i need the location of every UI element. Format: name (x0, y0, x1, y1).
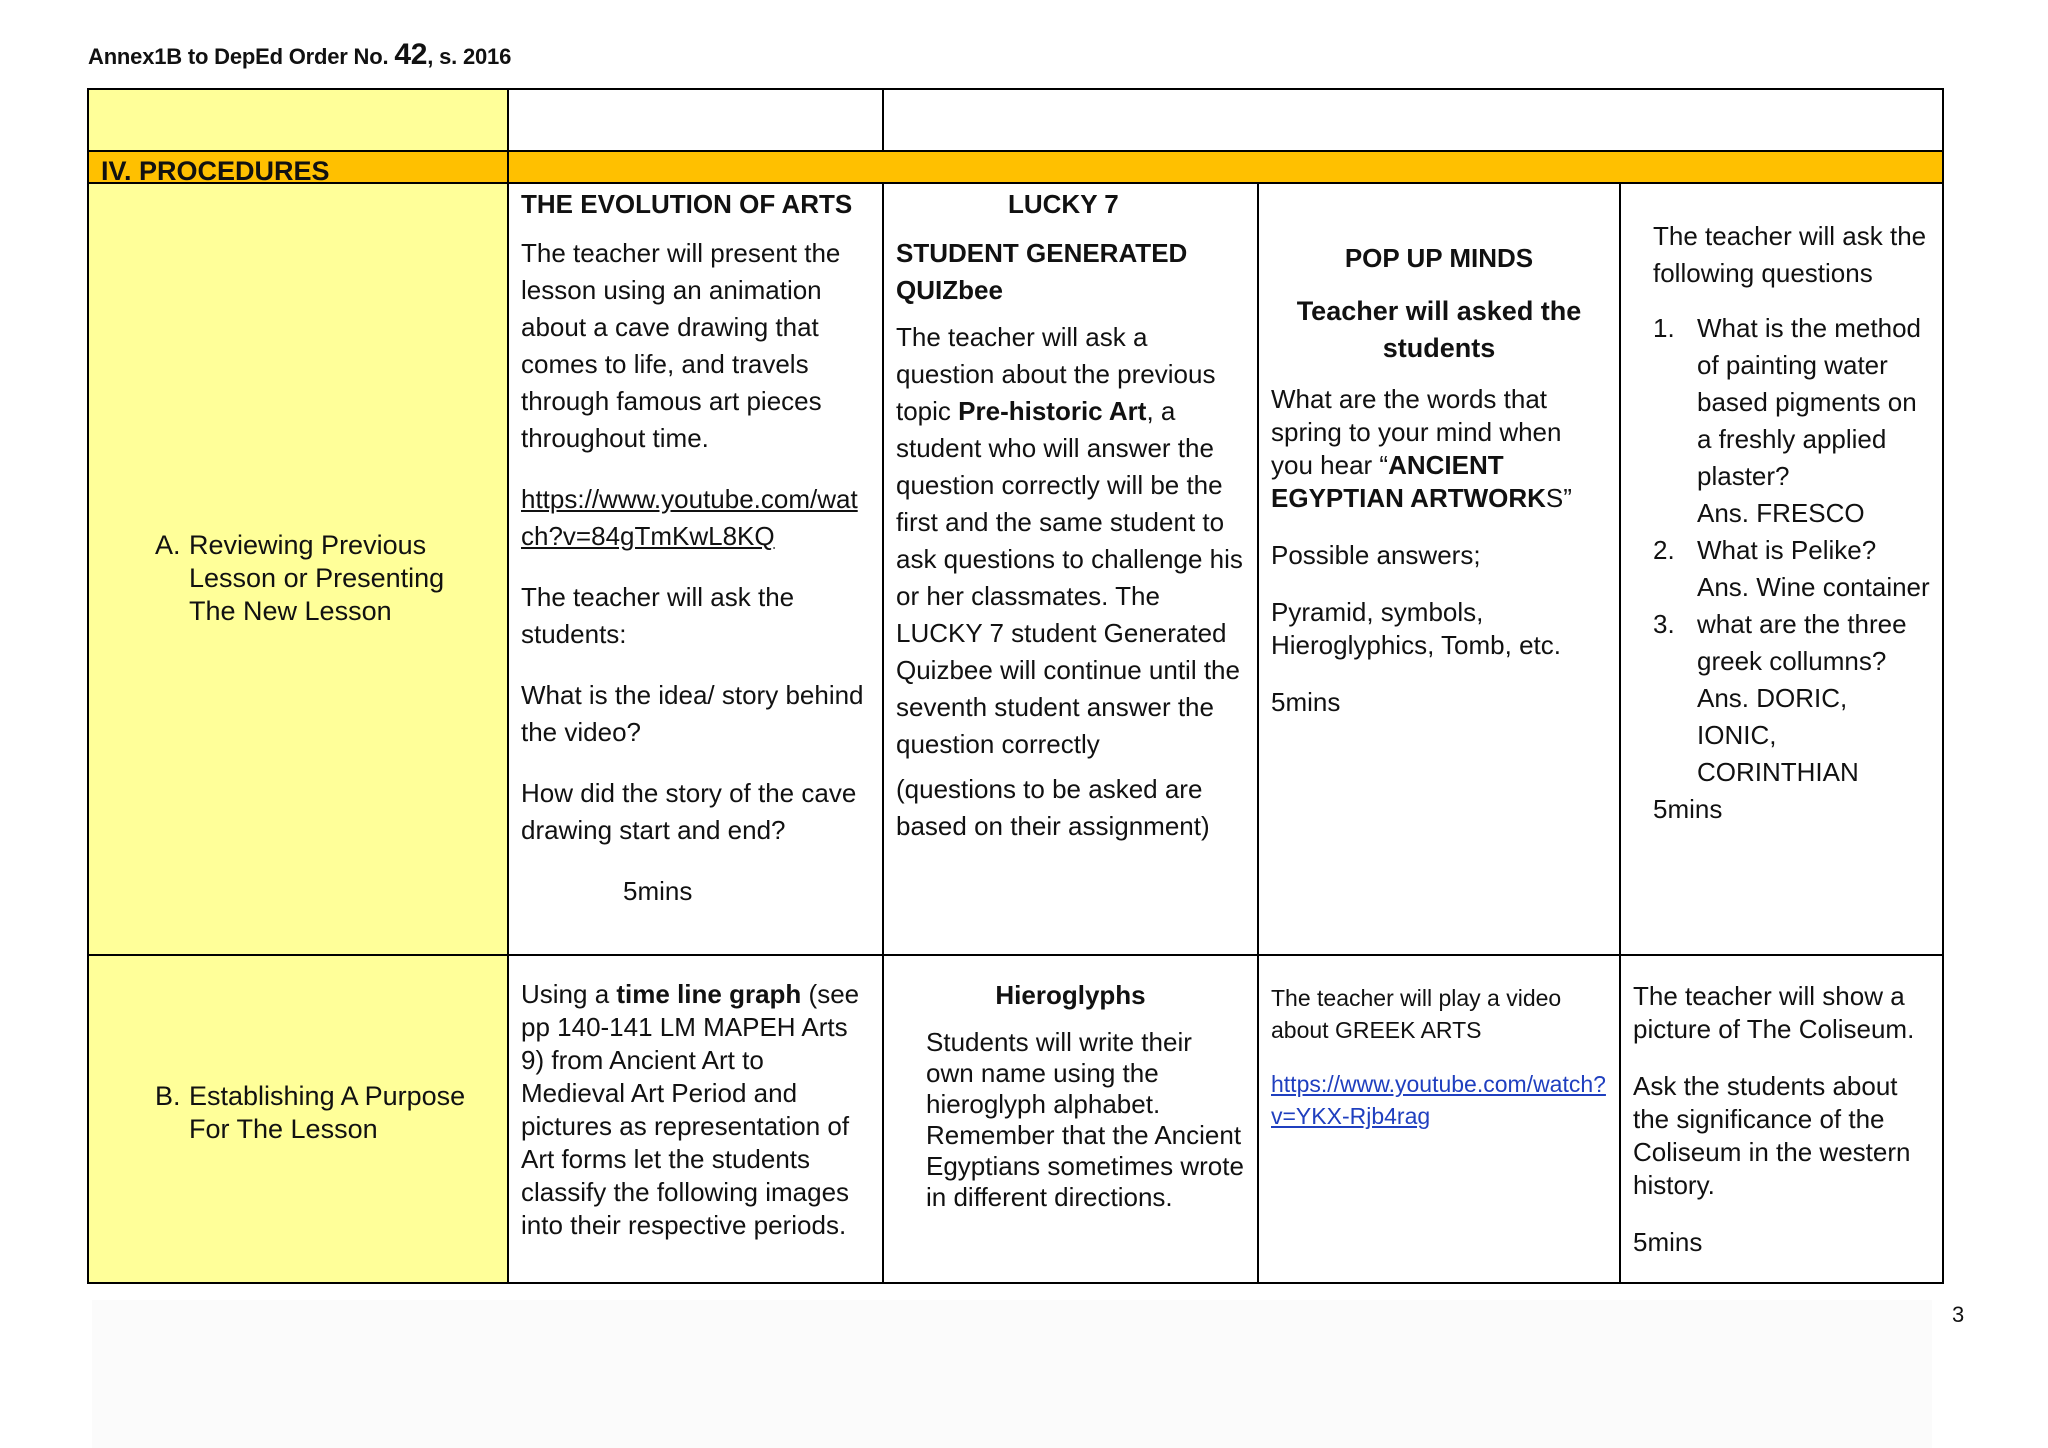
blank-cell-1 (507, 88, 884, 152)
row-b-label-cell (87, 954, 509, 1284)
popup-p1 (1271, 383, 1607, 515)
row-a-label-number: A. (155, 530, 181, 560)
popup-p1-b: S” (1545, 483, 1572, 513)
popup-time: 5mins (1271, 687, 1341, 717)
timeline-p (521, 978, 870, 1242)
document-header (88, 38, 511, 72)
popup-p1-a: What are the words that spring to your mind when you hear “ (1271, 384, 1562, 480)
procedures-label: IV. PROCEDURES (101, 156, 330, 184)
question-2-text: What is Pelike? (1697, 535, 1877, 565)
header-prefix: Annex1B to DepEd Order No. (88, 44, 395, 69)
procedures-bar (507, 150, 1944, 184)
evolution-title: THE EVOLUTION OF ARTS (521, 189, 853, 219)
hieroglyphs-title: Hieroglyphs (995, 980, 1146, 1010)
lucky7-p1-b: , a student who will answer the question correctly will be the first and the same student to ask questions to challenge his or her classmates. The LUCKY 7 student Generated Quizbee will continue until the seventh student answer the question correctly (896, 396, 1243, 759)
popup-p2: Possible answers; (1271, 540, 1481, 570)
question-1-text: What is the method of painting water based pigments on a freshly applied plaster? (1697, 313, 1921, 491)
row-b-col2 (882, 954, 1259, 1284)
popup-subtitle: Teacher will asked the students (1296, 296, 1582, 363)
evolution-p1: The teacher will present the lesson using an animation about a cave drawing that comes to life, and travels through famous art pieces throughout time. (521, 238, 841, 453)
questions-intro: The teacher will ask the following questions (1653, 221, 1927, 288)
question-item-2 (1653, 532, 1930, 606)
greek-arts-p1: The teacher will play a video about GREEK ARTS (1271, 985, 1562, 1043)
row-b-label-number: B. (155, 1081, 181, 1111)
lesson-plan-table (87, 88, 1944, 1284)
row-a-col1 (507, 182, 884, 956)
procedures-label-cell (87, 150, 509, 184)
question-1-number: 1. (1653, 313, 1675, 343)
question-item-1 (1653, 310, 1930, 532)
coliseum-p2: Ask the students about the significance of the Coliseum in the western history. (1633, 1071, 1911, 1200)
popup-p1-bold: ANCIENT EGYPTIAN ARTWORK (1271, 450, 1546, 513)
greek-arts-video-link[interactable]: https://www.youtube.com/watch?v=YKX-Rjb4rag (1271, 1071, 1606, 1129)
row-a-col3 (1257, 182, 1621, 956)
row-b-col1 (507, 954, 884, 1284)
row-a-label-text: Reviewing Previous Lesson or Presenting The New Lesson (189, 530, 445, 626)
question-3-number: 3. (1653, 609, 1675, 639)
row-a-label (155, 529, 495, 628)
header-order-number: 42 (394, 38, 428, 71)
coliseum-p1: The teacher will show a picture of The Coliseum. (1633, 981, 1915, 1044)
evolution-video-link[interactable]: https://www.youtube.com/watch?v=84gTmKwL8KQ (521, 484, 858, 551)
evolution-p2: The teacher will ask the students: (521, 582, 795, 649)
header-suffix: , s. 2016 (427, 44, 512, 69)
hieroglyphs-p1: Students will write their own name using the hieroglyph alphabet. Remember that the Ancient Egyptians sometimes wrote in different directions. (926, 1027, 1244, 1212)
timeline-p-b: (see pp 140-141 LM MAPEH Arts 9) from Ancient Art to Medieval Art Period and pictures as representation of Art forms let the students classify the following images into their respective periods. (521, 979, 860, 1240)
evolution-p3: What is the idea/ story behind the video? (521, 680, 864, 747)
coliseum-time: 5mins (1633, 1227, 1703, 1257)
blank-label-cell (87, 88, 509, 152)
timeline-p-a: Using a (521, 979, 617, 1009)
lucky7-p2: (questions to be asked are based on their assignment) (896, 774, 1210, 841)
row-a-col2 (882, 182, 1259, 956)
question-2-answer: Ans. Wine container (1697, 572, 1930, 602)
row-b-label-text: Establishing A Purpose For The Lesson (189, 1081, 466, 1144)
questions-list (1653, 310, 1930, 791)
row-a-col4 (1619, 182, 1944, 956)
lucky7-title: LUCKY 7 (1008, 189, 1119, 219)
evolution-p4: How did the story of the cave drawing start and end? (521, 778, 857, 845)
evolution-time: 5mins (623, 876, 693, 906)
question-1-answer: Ans. FRESCO (1697, 498, 1865, 528)
row-b-col4 (1619, 954, 1944, 1284)
lucky7-p1 (896, 319, 1245, 763)
popup-p3: Pyramid, symbols, Hieroglyphics, Tomb, etc. (1271, 597, 1561, 660)
lucky7-p1-bold: Pre-historic Art (958, 396, 1147, 426)
row-a-label-cell (87, 182, 509, 956)
question-3-answer: Ans. DORIC, IONIC, CORINTHIAN (1697, 683, 1859, 787)
blank-cell-2 (882, 88, 1944, 152)
questions-time: 5mins (1653, 794, 1723, 824)
lucky7-p1-a: The teacher will ask a question about the previous topic (896, 322, 1216, 426)
footer-shade (92, 1300, 1932, 1448)
popup-title: POP UP MINDS (1344, 243, 1534, 273)
row-b-col3 (1257, 954, 1621, 1284)
row-b-label (155, 1080, 495, 1146)
question-item-3 (1653, 606, 1930, 791)
lucky7-subtitle: STUDENT GENERATED QUIZbee (896, 238, 1188, 305)
question-3-text: what are the three greek collumns? (1697, 609, 1907, 676)
timeline-p-bold: time line graph (616, 979, 802, 1009)
question-2-number: 2. (1653, 535, 1675, 565)
page-number: 3 (1952, 1302, 1965, 1327)
